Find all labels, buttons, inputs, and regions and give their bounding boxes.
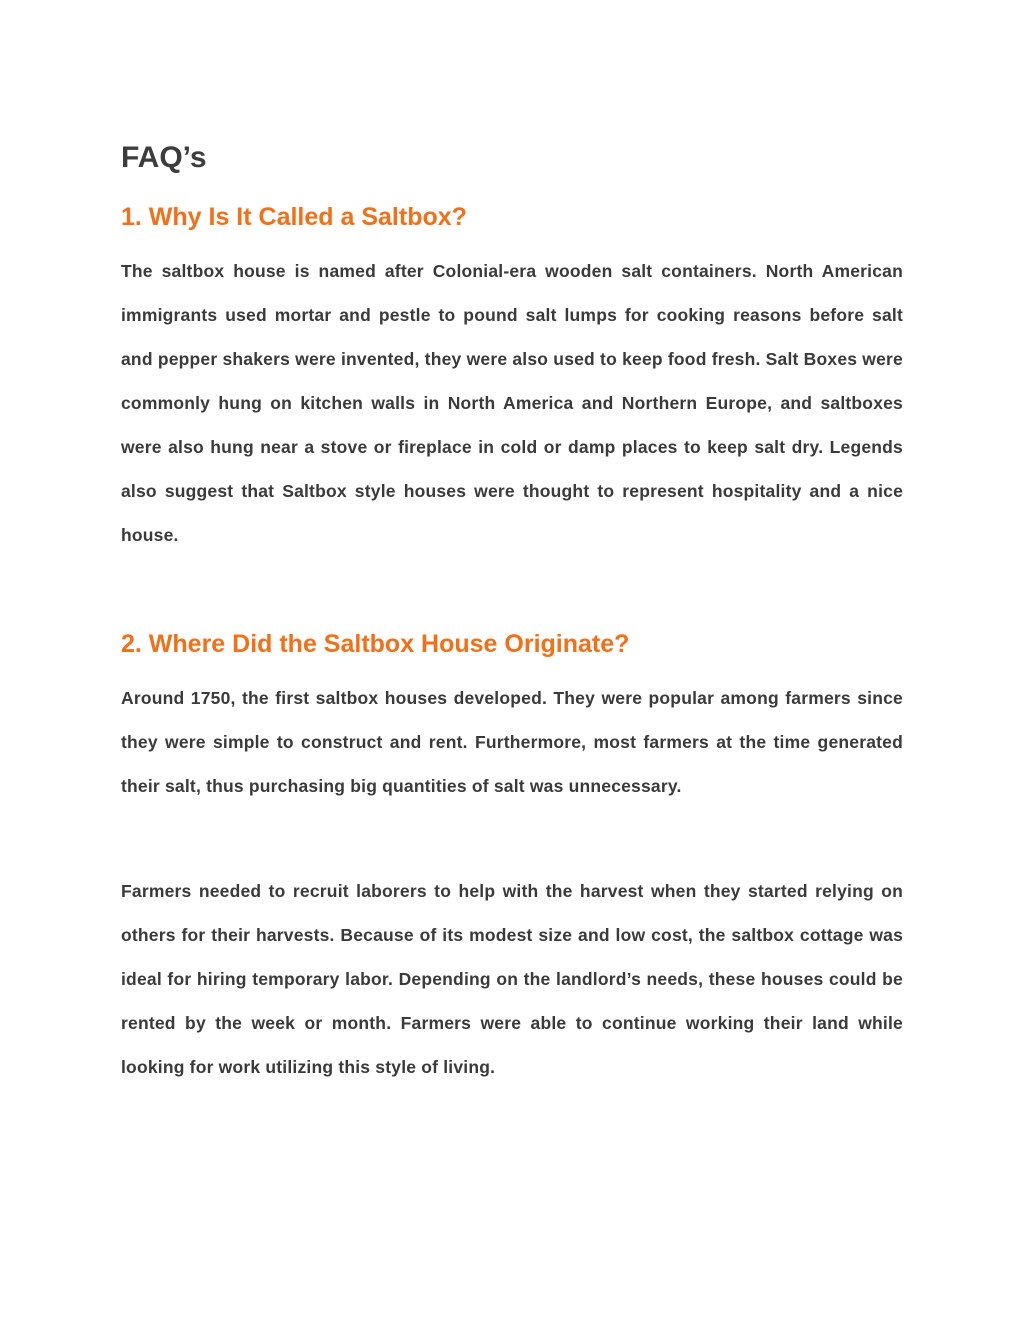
faq-heading-saltbox-origin: 2. Where Did the Saltbox House Originate?	[121, 630, 630, 658]
faq-answer-saltbox-name: The saltbox house is named after Colonial-era wooden salt containers. North American immigrants used mortar and pestle to pound salt lumps for cooking reasons before salt and pepper shakers were invented, they were also used to keep food fresh. Salt Boxes were commonly hung on kitchen walls in North America and Northern Europe, and saltboxes were also hung near a stove or fireplace in cold or damp places to keep salt dry. Legends also suggest that Saltbox style houses were thought to represent hospitality and a nice house.	[121, 261, 903, 545]
faq-answer-saltbox-origin-paragraph-1: Around 1750, the first saltbox houses developed. They were popular among farmers since they were simple to construct and rent. Furthermore, most farmers at the time generated their salt, thus purchasing big quantities of salt was unnecessary.	[121, 688, 903, 796]
faq-heading-saltbox-name: 1. Why Is It Called a Saltbox?	[121, 203, 467, 231]
page-title: FAQ’s	[121, 141, 207, 174]
faq-answer-saltbox-origin-paragraph-2: Farmers needed to recruit laborers to help with the harvest when they started relying on others for their harvests. Because of its modest size and low cost, the saltbox cottage was ideal for hiring temporary labor. Depending on the landlord’s needs, these houses could be rented by the week or month. Farmers were able to continue working their land while looking for work utilizing this style of living.	[121, 881, 903, 1077]
